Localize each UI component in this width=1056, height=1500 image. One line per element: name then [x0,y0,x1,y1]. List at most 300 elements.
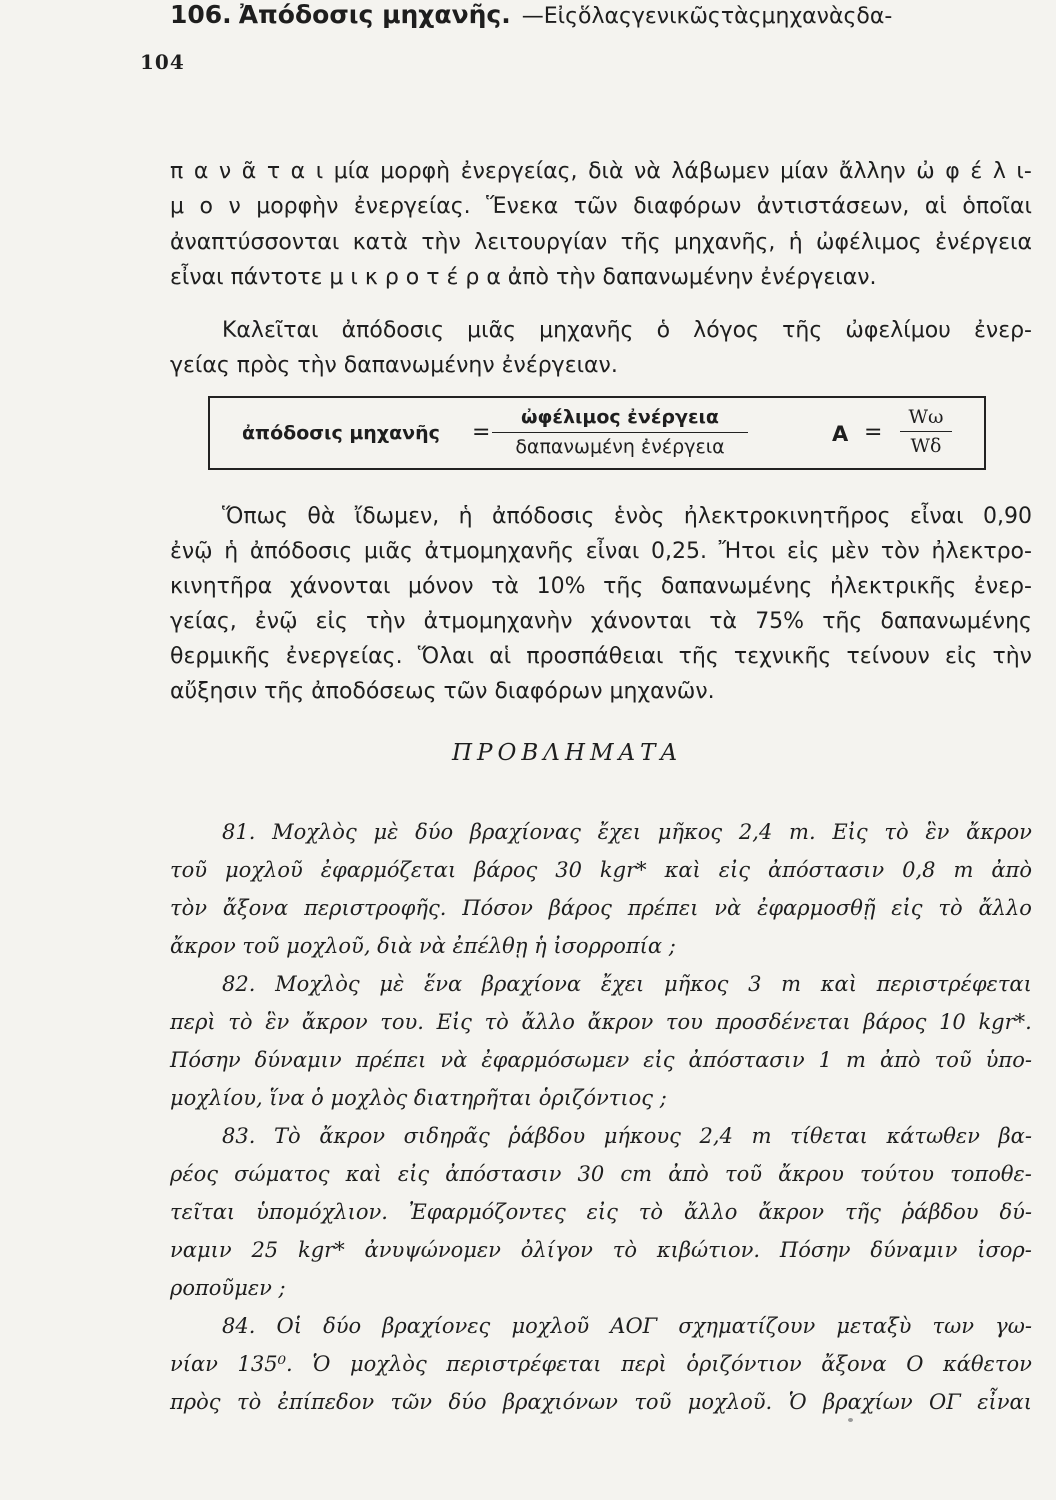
fraction-bar [900,431,952,432]
word: Εἰς [436,1010,472,1034]
word: ὁ [656,318,671,343]
formula-fraction [492,406,748,458]
page-number: 104 [140,50,185,74]
word: βραχίονα [481,972,582,996]
word: ἀπὸ [991,858,1032,882]
problem-number: 83. [222,1124,256,1148]
word: ἔχει [597,820,642,844]
word: ἐνέργεια [935,230,1032,255]
word: Ὅλαι [417,644,475,669]
word: ἑνὸς [613,504,665,529]
word: ἀπὸ [879,1048,921,1072]
word: κιβώτιον. [656,1238,761,1262]
word: α- [869,4,893,29]
word: εἰς [397,1162,430,1186]
word: ὀλίγον [520,1238,593,1262]
word: των [932,1314,975,1338]
word: m. [789,820,816,844]
word: λ [992,159,1006,184]
word: προσδένεται [715,1010,851,1034]
word: 30 [577,1162,605,1186]
word: μία [333,159,370,184]
word: ἀπόστασιν [688,1048,805,1072]
word: τὸ [938,896,963,920]
paragraph-line [170,609,1032,634]
word: λάβωμεν [671,159,770,184]
word: Καλεῖται [222,318,319,343]
word: ι- [1016,159,1032,184]
word: τὸν [880,539,920,564]
word: τῆς [678,644,719,669]
word: ἀπὸ [668,1162,709,1186]
word: ἠλεκτρικῆς [829,574,957,599]
word: ἀνυψώνομεν [364,1238,501,1262]
word: μηχανῆς [539,318,634,343]
word: σιδηρᾶς [403,1124,490,1148]
word: ι [315,159,324,184]
problem-number: 84. [222,1314,256,1338]
paragraph-line [170,318,1032,343]
word: τίθεται [790,1124,868,1148]
word: μὲ [373,820,399,844]
word: βάρος [863,1010,927,1034]
paragraph-line [170,230,1032,255]
word: ἄξονα [821,1352,887,1376]
word: γείας, [170,609,237,634]
word: νίαν [170,1352,218,1376]
word: ἐνεργείας. [285,644,403,669]
word: μοχλοῦ [511,1314,590,1338]
word: τεῖται [170,1200,236,1224]
word: διὰ [588,159,624,184]
word: μιᾶς [364,539,413,564]
word: δαπανωμένης [660,574,813,599]
word: Ο [906,1352,924,1376]
word: μῆκος [663,972,729,996]
problem-line [170,1352,1032,1376]
word: τούτου [859,1162,935,1186]
word: ἴδωμεν, [354,504,440,529]
section-number: 106. [170,0,232,29]
word: γω- [995,1314,1032,1338]
word: ῥάβδου [508,1124,586,1148]
problem-number: 81. [222,820,256,844]
word: ἔχει [600,972,645,996]
word: 25 [251,1238,279,1262]
problem-line [170,1162,1032,1186]
word: ἐπίπεδον [277,1390,375,1414]
word: ἀντιστάσεων, [756,194,910,219]
word: Ὅπως [222,504,288,529]
word: ὁποῖαι [962,194,1032,219]
print-speck [848,1418,853,1422]
word: τῆς [620,230,661,255]
word: μοχλοῦ. [687,1390,773,1414]
word: μηχανὰς [761,4,857,29]
word: δύο [448,1390,487,1414]
section-title: Ἀπόδοσις μηχανῆς. [238,0,511,29]
word: χάνονται [289,574,391,599]
word: kgr* [599,858,647,882]
word: τοῦ [724,1162,762,1186]
word: εἶναι [909,504,964,529]
word: 0,8 [902,858,936,882]
problem-line [170,858,1032,882]
word: σώματος [234,1162,330,1186]
word: ἐνερ- [973,574,1032,599]
word: αἱ [924,194,947,219]
word: μόνον [408,574,474,599]
word: ὅλας [577,4,632,29]
word: Ἐφαρμόζοντες [408,1200,566,1224]
word: τῆς [603,574,644,599]
word: μῆκος [657,820,723,844]
word: σχηματίζουν [678,1314,816,1338]
word: ἄκρον [758,1200,825,1224]
word: Ἤτοι [718,539,776,564]
paragraph-line [170,539,1032,564]
word: 1 [818,1048,833,1072]
word: κάθετον [943,1352,1032,1376]
word: ἐφαρμόζεται [320,858,457,882]
word: Οἱ [276,1314,302,1338]
word: 135⁰. [237,1352,293,1376]
word: ὑπο- [985,1048,1032,1072]
word: ἐνερ- [974,318,1032,343]
word: λόγος [693,318,760,343]
word: μορφὴν [256,194,339,219]
word: kgr* [298,1238,345,1262]
word: βα- [998,1124,1032,1148]
word: εἰς [787,539,820,564]
word: μὲν [830,539,870,564]
word: ἡ [788,230,803,255]
word: βάρος [474,858,538,882]
paragraph-line: αὔξησιν τῆς ἀποδόσεως τῶν διαφόρων μηχανῶν. [170,679,715,704]
word: δύναμιν [254,1048,342,1072]
formula-numerator: ὠφέλιμος ἐνέργεια [521,406,719,428]
word: ν [218,159,232,184]
word: φ [945,159,960,184]
word: προσπάθειαι [526,644,664,669]
word: ἄκρου [778,1162,844,1186]
word: 0,90 [982,504,1032,529]
word: Εἰς [832,820,868,844]
word: μεταξὺ [836,1314,912,1338]
word: του [665,1010,703,1034]
paragraph-line: εἶναι πάντοτε μ ι κ ρ ο τ έ ρ α ἀπὸ τὴν δαπανωμένην ἐνέργειαν. [170,265,877,290]
problem-line [170,1314,1032,1338]
formula-denominator: δαπανωμένη ἐνέργεια [515,436,725,458]
word: ἄκρον [301,1010,368,1034]
word: εἰς [891,896,923,920]
word: διαφόρων [633,194,742,219]
problem-line [170,1200,1032,1224]
word: τὸ [612,1238,638,1262]
word: τὴν [366,609,406,634]
word: —Εἰς [521,4,578,29]
word: τὸ [484,1010,509,1034]
word: μίαν [780,159,829,184]
word: ἀτμομηχανὴν [423,609,573,634]
word: αἱ [489,644,512,669]
word: 2,4 [699,1124,733,1148]
word: θὰ [307,504,336,529]
word: Ἕνεκα [486,194,559,219]
word: ναμιν [170,1238,232,1262]
formula-symbol-denominator: Wδ [910,435,942,457]
word: ὠφελίμου [845,318,951,343]
word: δαπανωμένης [880,609,1032,634]
word: Πόσην [170,1048,241,1072]
formula-symbol-a: A [832,422,849,446]
word: πρέπει [627,896,699,920]
word: του. [380,1010,424,1034]
word: ἄκρον [966,820,1032,844]
word: τὸ [884,820,909,844]
word: μὲ [379,972,405,996]
word: τῆς [844,1200,881,1224]
word: ἓν [265,1010,290,1034]
problem-line [170,1048,1032,1072]
word: ἄλλο [978,896,1032,920]
word: ν [228,194,241,219]
word: νὰ [440,1048,468,1072]
word: μήκους [603,1124,681,1148]
problems-heading: ΠΡΟΒΛΗΜΑΤΑ [452,740,683,766]
word: δύναμιν [870,1238,958,1262]
word: Ὁ [788,1390,807,1414]
word: ἄκρον [587,1010,654,1034]
word: ὠ [916,159,935,184]
word: θερμικῆς [170,644,271,669]
word: cm [620,1162,653,1186]
word: βραχίονας [469,820,581,844]
word: Πόσον [462,896,533,920]
word: μοχλοῦ [225,858,303,882]
word: ΟΓ [929,1390,961,1414]
word: π [170,159,184,184]
word: m [953,858,974,882]
problem-line [170,1390,1032,1414]
problem-line [170,1010,1032,1034]
word: μ [170,194,184,219]
word: Ὁ [312,1352,331,1376]
problem-line [170,820,1032,844]
word: α [290,159,306,184]
word: ἐνῷ [170,539,213,564]
word: εἶναι [977,1390,1032,1414]
word: ἀπόδοσις [341,318,445,343]
word: τῆς [822,609,863,634]
word: 3 [748,972,762,996]
paragraph-line [170,194,1032,219]
word: εἰς [718,858,751,882]
word: νὰ [634,159,661,184]
word: ἡ [458,504,473,529]
word: τὸν [170,896,208,920]
word: ὑπομόχλιον. [256,1200,388,1224]
word: τείνουν [846,644,930,669]
word: ῥάβδου [901,1200,979,1224]
paragraph-line [170,159,1032,184]
word: δ [856,4,870,29]
word: τὰ [709,609,738,634]
word: εἶναι [585,539,640,564]
word: ἐνεργείας. [353,194,471,219]
word: βραχίων [823,1390,913,1414]
word: 2,4 [738,820,773,844]
word: βραχίονες [382,1314,491,1338]
word: Μοχλὸς [275,972,360,996]
word: κατὰ [352,230,408,255]
word: έ [970,159,983,184]
word: βάρος [548,896,612,920]
word: ὠφέλιμος [816,230,922,255]
word: ἄλλην [838,159,906,184]
problem-number: 82. [222,972,256,996]
word: τεχνικῆς [733,644,832,669]
word: 75% [755,609,805,634]
word: m [781,972,802,996]
word: περὶ [621,1352,667,1376]
fraction-bar [492,432,748,433]
word: μορφὴ [380,159,451,184]
word: τ [266,159,281,184]
word: ἐνῷ [254,609,298,634]
problem-line: μοχλίου, ἵνα ὁ μοχλὸς διατηρῆται ὁριζόντιος ; [170,1086,667,1110]
word: τὴν [421,230,461,255]
word: τῆς [782,318,823,343]
word: πρὸς [170,1390,221,1414]
word: τὸ [236,1390,262,1414]
word: 0,25. [650,539,707,564]
formula-equals: = [472,420,491,445]
problem-line [170,972,1032,996]
word: εἰς [945,644,978,669]
word: ἠλεκτροκινητῆρος [683,504,891,529]
word: καὶ [820,972,857,996]
word: μιᾶς [467,318,517,343]
word: ἡ [224,539,239,564]
problem-line [170,1124,1032,1148]
word: δύο [415,820,454,844]
word: ἐνεργείας, [460,159,578,184]
word: τοῦ [170,858,208,882]
paragraph-line: γείας πρὸς τὴν δαπανωμένην ἐνέργειαν. [170,353,618,378]
word: ἄλλο [683,1200,738,1224]
word: ΑΟΓ [610,1314,658,1338]
problem-line: ροποῦμεν ; [170,1276,286,1300]
word: κινητῆρα [170,574,273,599]
word: τὴν [992,644,1032,669]
word: ἐφαρμόσωμεν [481,1048,630,1072]
word: περιστρέφεται [446,1352,602,1376]
section-106 [170,0,1032,378]
word: πρέπει [355,1048,427,1072]
word: ἀτμομηχανῆς [424,539,575,564]
word: ο [199,194,213,219]
word: μοχλὸς [349,1352,427,1376]
word: ἀπόστασιν [445,1162,562,1186]
formula-symbolic-fraction [900,406,952,457]
word: ἕνα [423,972,463,996]
word: τοῦ [634,1390,672,1414]
word: ρέος [170,1162,219,1186]
word: τὸ [638,1200,664,1224]
formula-equals-symbolic: = [864,420,883,445]
word: μηχανῆς, [674,230,776,255]
word: ὁριζόντιον [686,1352,802,1376]
word: εἰς [643,1048,675,1072]
word: ἰσορ- [977,1238,1032,1262]
word: ἀπόδοσις [249,539,353,564]
word: λειτουργίαν [474,230,608,255]
word: τοποθε- [950,1162,1032,1186]
word: τοῦ [934,1048,972,1072]
word: Μοχλὸς [272,820,357,844]
paragraph-line [170,504,1032,529]
word: νὰ [714,896,742,920]
word: Πόσην [779,1238,851,1262]
word: ἄλλο [521,1010,575,1034]
word: α [193,159,209,184]
paragraph-line [170,574,1032,599]
word: γενικῶς [631,4,721,29]
word: 10% [536,574,586,599]
word: ἐφαρμοσθῇ [757,896,876,920]
formula-lhs: ἀπόδοσις μηχανῆς [242,422,440,444]
word: m [846,1048,866,1072]
word: δύ- [999,1200,1032,1224]
word: κάτωθεν [886,1124,980,1148]
word: τῶν [390,1390,433,1414]
paragraph-line [170,644,1032,669]
problem-line [170,1238,1032,1262]
word: ἄκρον [319,1124,386,1148]
word: περιστρέφεται [876,972,1032,996]
problem-line: ἄκρον τοῦ μοχλοῦ, διὰ νὰ ἐπέλθῃ ἡ ἰσορροπία ; [170,934,676,958]
word: δύο [323,1314,362,1338]
word: περιστροφῆς. [304,896,447,920]
word: εἰς [586,1200,618,1224]
word: Τὸ [274,1124,301,1148]
word: περὶ [170,1010,216,1034]
efficiency-formula-box [208,396,986,470]
word: ἀπόδοσις [492,504,595,529]
word: ἀπόστασιν [768,858,885,882]
word: βραχιόνων [502,1390,618,1414]
word: ἄξονα [222,896,289,920]
problem-line [170,896,1032,920]
word: τὰς [720,4,762,29]
word: 30 [555,858,582,882]
word: καὶ [345,1162,382,1186]
formula-symbol-numerator: Wω [908,406,944,428]
word: ᾶ [241,159,257,184]
word: χάνονται [590,609,692,634]
word: τῶν [573,194,618,219]
word: ἓν [925,820,950,844]
word: m [751,1124,772,1148]
word: τὰ [491,574,519,599]
word: καὶ [664,858,701,882]
word: τὸ [228,1010,253,1034]
word: εἰς [315,609,348,634]
word: kgr*. [978,1010,1032,1034]
word: ἠλεκτρο- [931,539,1032,564]
word: ἀναπτύσσονται [170,230,340,255]
